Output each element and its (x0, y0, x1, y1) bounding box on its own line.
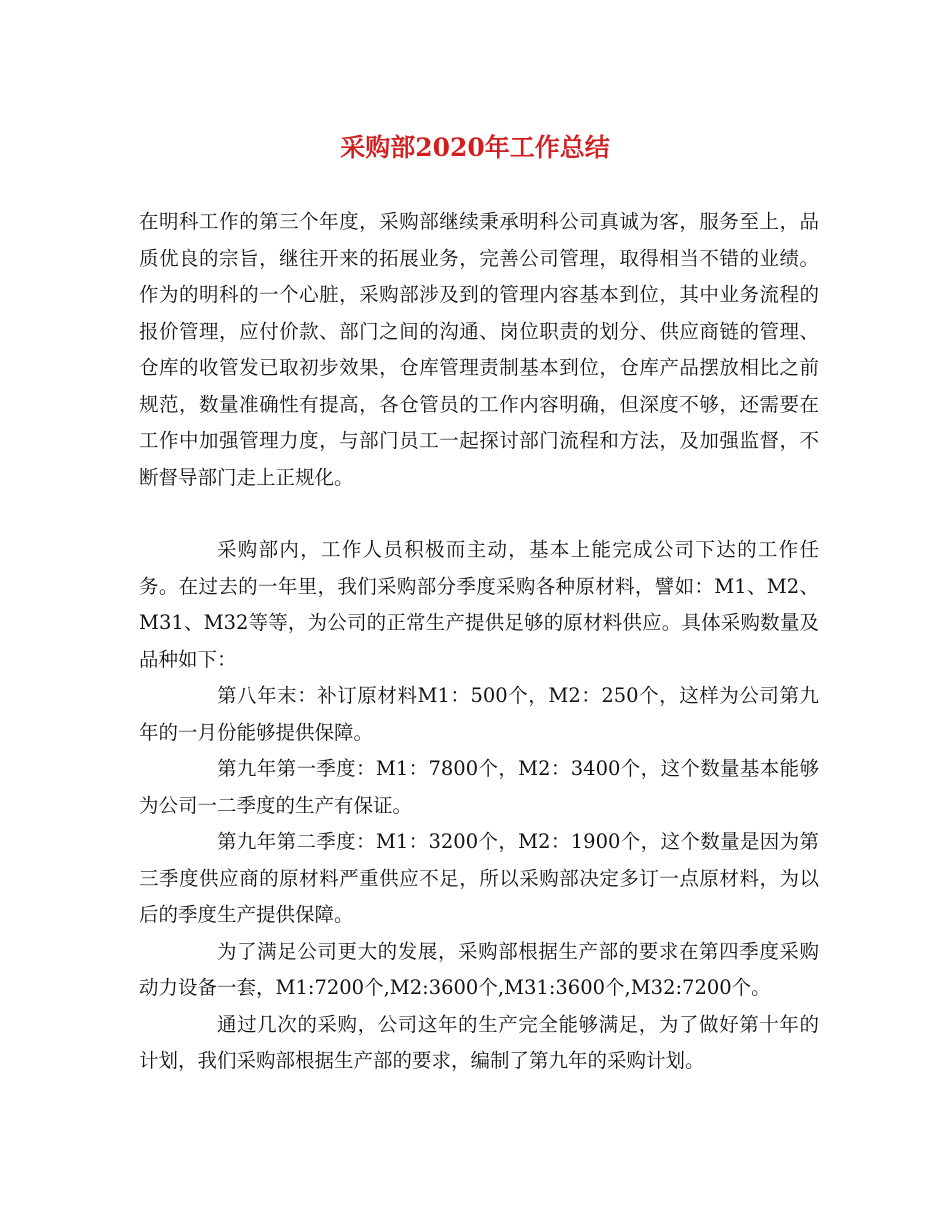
document-body (139, 204, 819, 1080)
paragraph-year9-q2: 第九年第二季度：M1：3200个，M2：1900个，这个数量是因为第三季度供应商的原材料严重供应不足，所以采购部决定多订一点原材料，为以后的季度生产提供保障。 (139, 830, 819, 926)
paragraph-conclusion: 通过几次的采购，公司这年的生产完全能够满足，为了做好第十年的计划，我们采购部根据生产部的要求，编制了第九年的采购计划。 (139, 1012, 819, 1072)
document-title: 采购部2020年工作总结 (340, 133, 610, 162)
paragraph-purchasing-overview: 采购部内，工作人员积极而主动，基本上能完成公司下达的工作任务。在过去的一年里，我们采购部分季度采购各种原材料，譬如：M1、M2、M31、M32等等，为公司的正常生产提供足够的原材料供应。具体采购数量及品种如下： (139, 538, 819, 671)
paragraph-q4-equipment: 为了满足公司更大的发展，采购部根据生产部的要求在第四季度采购动力设备一套，M1:7200个,M2:3600个,M31:3600个,M32:7200个。 (139, 939, 819, 999)
paragraph-year9-q1: 第九年第一季度：M1：7800个，M2：3400个，这个数量基本能够为公司一二季度的生产有保证。 (139, 757, 819, 817)
paragraph-intro: 在明科工作的第三个年度，采购部继续秉承明科公司真诚为客，服务至上，品质优良的宗旨，继往开来的拓展业务，完善公司管理，取得相当不错的业绩。作为的明科的一个心脏，采购部涉及到的管理内容基本到位，其中业务流程的报价管理，应付价款、部门之间的沟通、岗位职责的划分、供应商链的管理、仓库的收管发已取初步效果，仓库管理责制基本到位，仓库产品摆放相比之前规范，数量准确性有提高，各仓管员的工作内容明确，但深度不够，还需要在工作中加强管理力度，与部门员工一起探讨部门流程和方法，及加强监督，不断督导部门走上正规化。 (139, 210, 819, 489)
paragraph-year8-end: 第八年末：补订原材料M1：500个，M2：250个，这样为公司第九年的一月份能够提供保障。 (139, 684, 819, 744)
